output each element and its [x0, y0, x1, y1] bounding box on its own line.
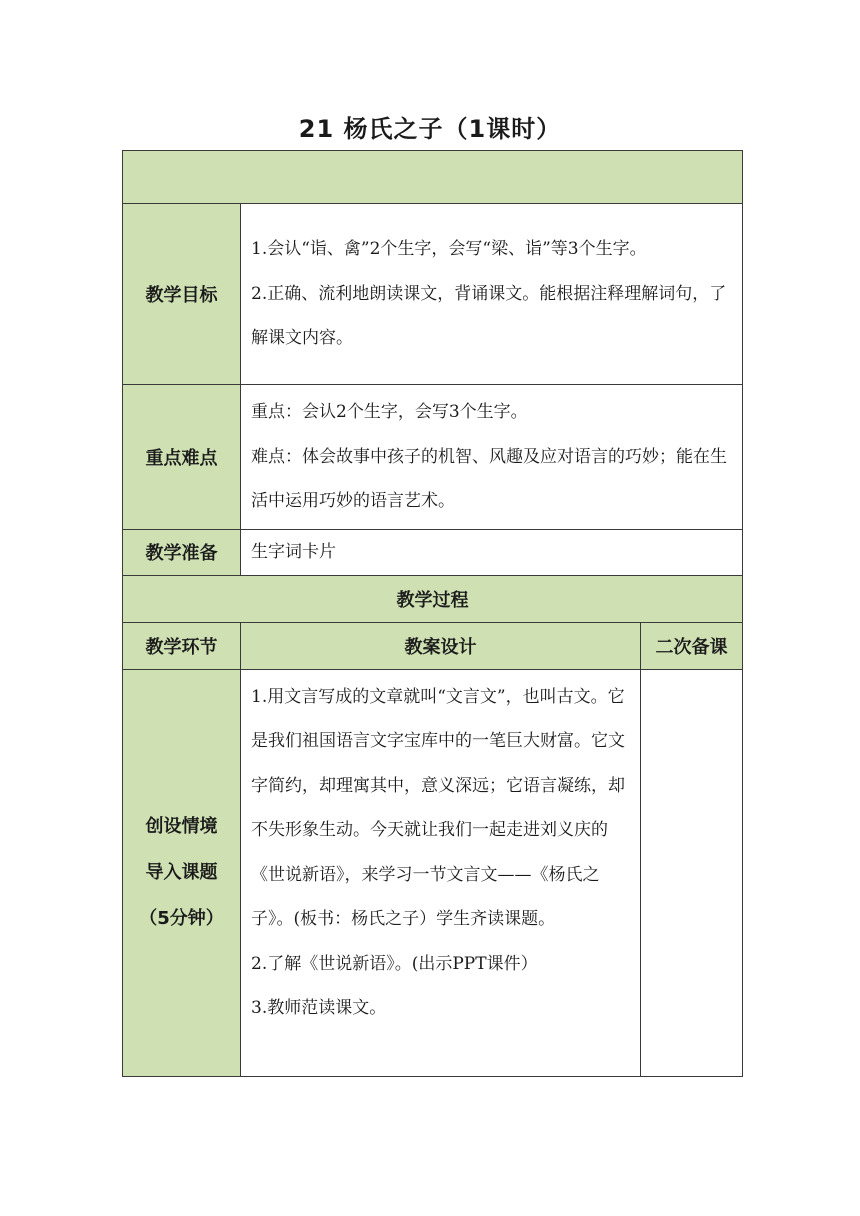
stage-row	[123, 669, 743, 1076]
goals-content	[241, 204, 743, 385]
key-points-row	[123, 385, 743, 530]
stage-name	[123, 669, 241, 1076]
design-line: 3.教师范读课文。	[251, 998, 387, 1018]
goals-label: 教学目标	[123, 204, 241, 385]
stage-notes[interactable]	[641, 669, 743, 1076]
goals-line: 2.正确、流利地朗读课文，背诵课文。能根据注释理解词句，了解课文内容。	[251, 283, 727, 349]
col-design-header: 教案设计	[241, 622, 641, 669]
process-heading: 教学过程	[123, 575, 743, 622]
prep-content: 生字词卡片	[241, 529, 743, 575]
stage-name-line: 创设情境	[145, 815, 218, 837]
page-title: 21 杨氏之子（1课时）	[298, 115, 562, 143]
process-column-header-row	[123, 622, 743, 669]
title-banner-row	[123, 151, 743, 204]
col-stage-header: 教学环节	[123, 622, 241, 669]
process-heading-row	[123, 575, 743, 622]
key-line: 难点：体会故事中孩子的机智、风趣及应对语言的巧妙；能在生活中运用巧妙的语言艺术。	[251, 446, 727, 511]
key-points-content	[241, 385, 743, 530]
stage-duration: （5分钟）	[139, 907, 224, 929]
key-line: 重点：会认2个生字，会写3个生字。	[251, 402, 528, 422]
design-line: 2.了解《世说新语》。(出示PPT课件）	[251, 953, 538, 974]
design-line: 1.用文言写成的文章就叫“文言文”，也叫古文。它是我们祖国语言文字宝库中的一笔巨大财富。它文字简约，却理寓其中，意义深远；它语言凝练，却不失形象生动。今天就让我们一起走进刘义庆的《世说新语》，来学习一节文言文——《杨氏之子》。(板书：杨氏之子）学生齐读课题。	[251, 686, 625, 929]
goals-row	[123, 204, 743, 385]
stage-name-line: 导入课题	[145, 861, 218, 883]
prep-label: 教学准备	[123, 529, 241, 575]
blank-banner-cell	[123, 151, 743, 204]
stage-design	[241, 669, 641, 1076]
lesson-plan-table	[122, 150, 743, 1077]
key-points-label: 重点难点	[123, 385, 241, 530]
col-notes-header: 二次备课	[641, 622, 743, 669]
goals-line: 1.会认“诣、禽”2个生字，会写“梁、诣”等3个生字。	[251, 239, 647, 260]
prep-row	[123, 529, 743, 575]
